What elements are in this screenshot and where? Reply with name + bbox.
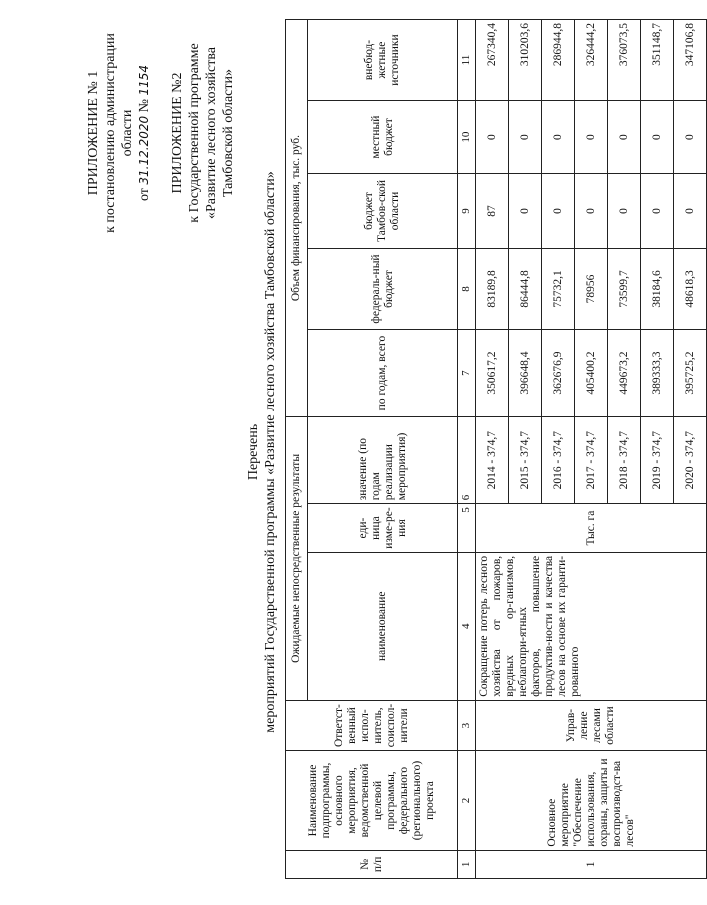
year-federal: 38184,6: [641, 248, 674, 329]
year-regional: 87: [476, 174, 509, 249]
header-name: Наименование подпрограммы, основного мероприятия, ведомственной целевой программы, федерального (регионального) проекта: [286, 751, 458, 850]
year-federal: 73599,7: [608, 248, 641, 329]
year-federal: 75732,1: [542, 248, 575, 329]
year-total: 362676,9: [542, 330, 575, 417]
year-total: 350617,2: [476, 330, 509, 417]
year-extra: 376073,5: [608, 20, 641, 101]
year-value: 2018 - 374,7: [608, 417, 641, 504]
year-local: 0: [542, 101, 575, 174]
year-regional: 0: [641, 174, 674, 249]
year-value: 2020 - 374,7: [674, 417, 707, 504]
document-title: [245, 27, 279, 877]
header-federal: федераль-ный бюджет: [308, 248, 458, 329]
header-total: по годам, всего: [308, 330, 458, 417]
table-row: [476, 20, 509, 879]
appendix2-title: ПРИЛОЖЕНИЕ №2: [170, 72, 185, 194]
header-num: № п/п: [286, 850, 458, 878]
appendix2-line: «Развитие лесного хозяйства: [204, 47, 219, 220]
header-extra: внебюд-жетные источники: [308, 20, 458, 101]
year-local: 0: [575, 101, 608, 174]
year-regional: 0: [674, 174, 707, 249]
year-value: 2014 - 374,7: [476, 417, 509, 504]
year-total: 449673,2: [608, 330, 641, 417]
year-value: 2016 - 374,7: [542, 417, 575, 504]
year-extra: 286944,8: [542, 20, 575, 101]
year-value: 2015 - 374,7: [509, 417, 542, 504]
header-responsible: Ответст-венный испол-нитель, соиспол-нители: [286, 700, 458, 751]
col-number: 7: [458, 330, 476, 417]
year-federal: 48618,3: [674, 248, 707, 329]
col-number: 1: [458, 850, 476, 878]
year-value: 2019 - 374,7: [641, 417, 674, 504]
handwritten-date: 31.12.2020: [137, 115, 151, 185]
col-number: 3: [458, 700, 476, 751]
appendix1-title: ПРИЛОЖЕНИЕ № 1: [86, 70, 101, 196]
from-label: от: [137, 188, 152, 202]
year-total: 405400,2: [575, 330, 608, 417]
appendix-header: [85, 13, 237, 253]
row-unit: Тыс. га: [476, 504, 707, 553]
appendix2-line: Тамбовской области»: [221, 68, 236, 198]
header-local: местный бюджет: [308, 101, 458, 174]
year-extra: 326444,2: [575, 20, 608, 101]
col-number: 4: [458, 552, 476, 700]
appendix1-date-line: [136, 13, 153, 253]
year-extra: 310203,6: [509, 20, 542, 101]
year-federal: 86444,8: [509, 248, 542, 329]
measures-table: [285, 19, 707, 879]
header-value: значение (по годам реализации мероприятия): [308, 417, 458, 504]
col-number: 11: [458, 20, 476, 101]
col-number: 6: [458, 417, 476, 504]
year-local: 0: [608, 101, 641, 174]
year-value: 2017 - 374,7: [575, 417, 608, 504]
row-measure-name: Основное мероприятие "Обеспечение использования, охраны, защиты и воспроизводст-ва лесов": [476, 751, 707, 850]
year-local: 0: [476, 101, 509, 174]
year-extra: 351148,7: [641, 20, 674, 101]
col-number: 8: [458, 248, 476, 329]
col-number: 10: [458, 101, 476, 174]
year-regional: 0: [608, 174, 641, 249]
year-regional: 0: [575, 174, 608, 249]
header-expected: Ожидаемые непосредственные результаты: [286, 417, 308, 701]
header-regional: бюджет Тамбов-ской области: [308, 174, 458, 249]
number-label: №: [137, 99, 152, 113]
column-number-row: [458, 20, 476, 879]
year-federal: 83189,8: [476, 248, 509, 329]
year-extra: 267340,4: [476, 20, 509, 101]
year-local: 0: [641, 101, 674, 174]
year-total: 395725,2: [674, 330, 707, 417]
title-line1: Перечень: [246, 423, 261, 481]
header-result-name: наименование: [308, 552, 458, 700]
header-financing: Объем финансирования, тыс. руб.: [286, 20, 308, 417]
year-federal: 78956: [575, 248, 608, 329]
year-total: 389333,3: [641, 330, 674, 417]
year-regional: 0: [509, 174, 542, 249]
appendix2-line: к Государственной программе: [187, 43, 202, 223]
year-regional: 0: [542, 174, 575, 249]
row-result: Сокращение потерь лесного хозяйства от пожаров, вредных ор-ганизмов, неблагопри-ятных факторов, повышение продуктив-ности и качества лесов на основе их гаранти-рованного: [476, 552, 707, 700]
year-extra: 347106,8: [674, 20, 707, 101]
year-local: 0: [509, 101, 542, 174]
handwritten-number: 1154: [137, 64, 151, 96]
col-number: 2: [458, 751, 476, 850]
col-number: 9: [458, 174, 476, 249]
header-unit: еди-ница изме-ре-ния: [308, 504, 458, 553]
appendix1-decree-line: к постановлению администрации области: [103, 33, 135, 233]
title-line2: мероприятий Государственной программы «Развитие лесного хозяйства Тамбовской области»: [263, 171, 278, 733]
row-responsible: Управ-ление лесами области: [476, 700, 707, 751]
year-local: 0: [674, 101, 707, 174]
col-number: 5: [458, 504, 476, 553]
year-total: 396648,4: [509, 330, 542, 417]
row-num: 1: [476, 850, 707, 878]
